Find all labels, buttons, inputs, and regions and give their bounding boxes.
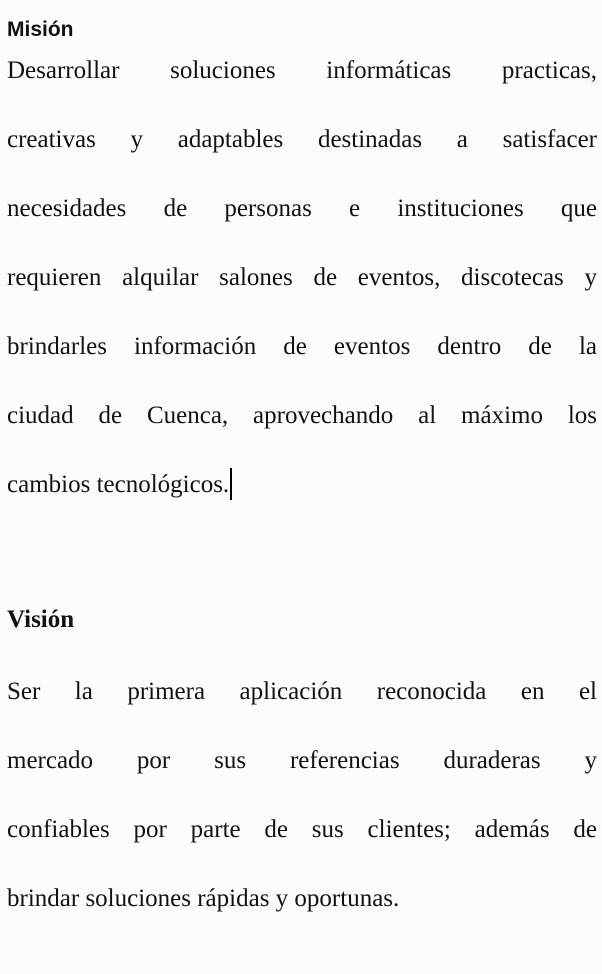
mision-line-2: creativas y adaptables destinadas a satisfacer bbox=[7, 126, 597, 153]
mision-line-7-text: cambios tecnológicos. bbox=[7, 471, 230, 498]
mision-line-1: Desarrollar soluciones informáticas practicas, bbox=[7, 57, 597, 84]
mision-line-4: requieren alquilar salones de eventos, discotecas y bbox=[7, 264, 597, 291]
vision-line-4: brindar soluciones rápidas y oportunas. bbox=[7, 885, 400, 912]
vision-line-1: Ser la primera aplicación reconocida en el bbox=[7, 678, 597, 705]
mision-heading: Misión bbox=[7, 18, 74, 41]
mision-line-5: brindarles información de eventos dentro de la bbox=[7, 333, 597, 360]
vision-line-2: mercado por sus referencias duraderas y bbox=[7, 747, 597, 774]
text-cursor bbox=[230, 468, 232, 500]
mision-line-7 bbox=[7, 468, 597, 502]
vision-heading: Visión bbox=[7, 606, 75, 633]
mision-line-6: ciudad de Cuenca, aprovechando al máximo los bbox=[7, 402, 597, 429]
mision-line-3: necesidades de personas e instituciones que bbox=[7, 195, 597, 222]
vision-line-3: confiables por parte de sus clientes; además de bbox=[7, 816, 597, 843]
